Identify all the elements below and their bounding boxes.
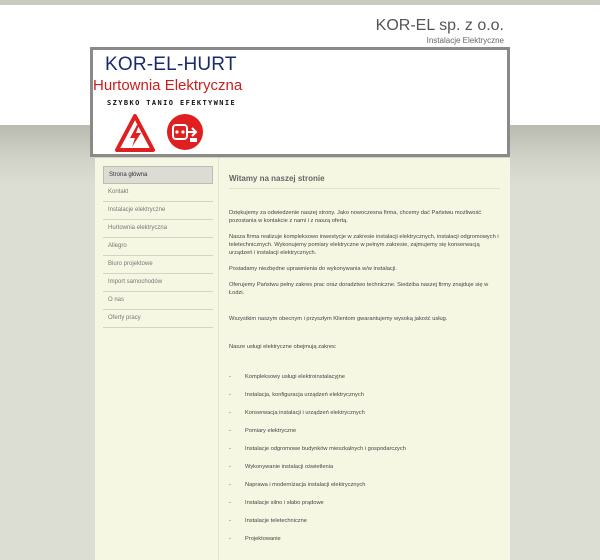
company-banner: [90, 47, 510, 157]
main-content: [218, 158, 510, 560]
list-item: [229, 499, 500, 517]
sidebar-item-car-import[interactable]: Import samochodów: [103, 274, 213, 292]
banner-slogan: SZYBKO TANIO EFEKTYWNIE: [107, 99, 237, 107]
sidebar-item-about[interactable]: O nas: [103, 292, 213, 310]
service-label: Instalacje silno i słabo prądowe: [245, 500, 324, 506]
sidebar-item-jobs[interactable]: Oferty pracy: [103, 310, 213, 328]
list-bullet: -: [229, 536, 231, 542]
service-label: Kompleksowy usługi elektroinstalacyjne: [245, 374, 345, 380]
list-bullet: -: [229, 482, 231, 488]
list-item: [229, 373, 500, 391]
sidebar-item-home[interactable]: Strona główna: [103, 166, 213, 184]
list-item: [229, 427, 500, 445]
licenses-paragraph: Posiadamy niezbędne uprawnienia do wykonywania w/w instalacji.: [229, 266, 397, 272]
site-title: KOR-EL sp. z o.o.: [375, 17, 504, 34]
list-item: [229, 535, 500, 553]
list-bullet: -: [229, 410, 231, 416]
banner-tagline: Hurtownia Elektryczna: [93, 77, 243, 94]
list-item: [229, 391, 500, 409]
list-bullet: -: [229, 518, 231, 524]
service-label: Instalacja, konfiguracja urządzeń elektrycznych: [245, 392, 364, 398]
banner-company-name: KOR-EL-HURT: [105, 54, 237, 75]
quality-paragraph: Wszystkim naszym obecnym i przyszłym Klientom gwarantujemy wysoką jakość usług.: [229, 316, 448, 322]
electric-socket-icon: [165, 112, 205, 152]
services-list: [229, 373, 500, 553]
service-label: Instalacje teletechniczne: [245, 518, 307, 524]
service-label: Projektowanie: [245, 536, 281, 542]
sidebar-item-electrical-wholesale[interactable]: Hurtownia elektryczna: [103, 220, 213, 238]
service-label: Pomiary elektryczne: [245, 428, 297, 434]
high-voltage-warning-icon: [115, 114, 155, 152]
sidebar-item-electrical-installations[interactable]: Instalacje elektryczne: [103, 202, 213, 220]
list-bullet: -: [229, 446, 231, 452]
list-item: [229, 517, 500, 535]
intro-paragraph: Dziękujemy za odwiedzenie naszej strony. Jako nowoczesna firma, chcemy dać Państwu możliwość pozostania w kontakcie z nami i z naszą ofertą.: [229, 210, 482, 224]
list-bullet: -: [229, 374, 231, 380]
services-intro: Nasze usługi elektryczne obejmują zakres:: [229, 344, 337, 350]
list-item: [229, 409, 500, 427]
sidebar-item-contact[interactable]: Kontakt: [103, 184, 213, 202]
company-paragraph: Nasza firma realizuje kompleksowo inwestycje w zakresie instalacji elektrycznych, instalacji odgromowych i teletechnicznych. Wykonujemy pomiary elektryczne w pełnym zakresie, zajmujemy się konserwacją urządzeń i instalacji elektrycznych.: [229, 234, 499, 256]
site-subtitle: Instalacje Elektryczne: [426, 36, 504, 45]
list-item: [229, 445, 500, 463]
sidebar-nav: [103, 166, 213, 328]
service-label: Naprawa i modernizacja instalacji elektrycznych: [245, 482, 366, 488]
sidebar-item-design-office[interactable]: Biuro projektowe: [103, 256, 213, 274]
offer-paragraph: Oferujemy Państwu pełny zakres prac oraz doradztwo techniczne. Siedziba naszej firmy znajduje się w Łodzi.: [229, 282, 489, 296]
service-label: Wykonywanie instalacji oświetlenia: [245, 464, 334, 470]
list-bullet: -: [229, 464, 231, 470]
service-label: Konserwacja instalacji i urządzeń elektrycznych: [245, 410, 365, 416]
service-label: Instalacje odgromowe budynków mieszkalnych i gospodarczych: [245, 446, 406, 452]
list-bullet: -: [229, 428, 231, 434]
list-bullet: -: [229, 500, 231, 506]
list-bullet: -: [229, 392, 231, 398]
page-title: Witamy na naszej stronie: [229, 174, 500, 189]
list-item: [229, 481, 500, 499]
sidebar-item-allegro[interactable]: Allegro: [103, 238, 213, 256]
content-area: [95, 158, 510, 560]
list-item: [229, 463, 500, 481]
